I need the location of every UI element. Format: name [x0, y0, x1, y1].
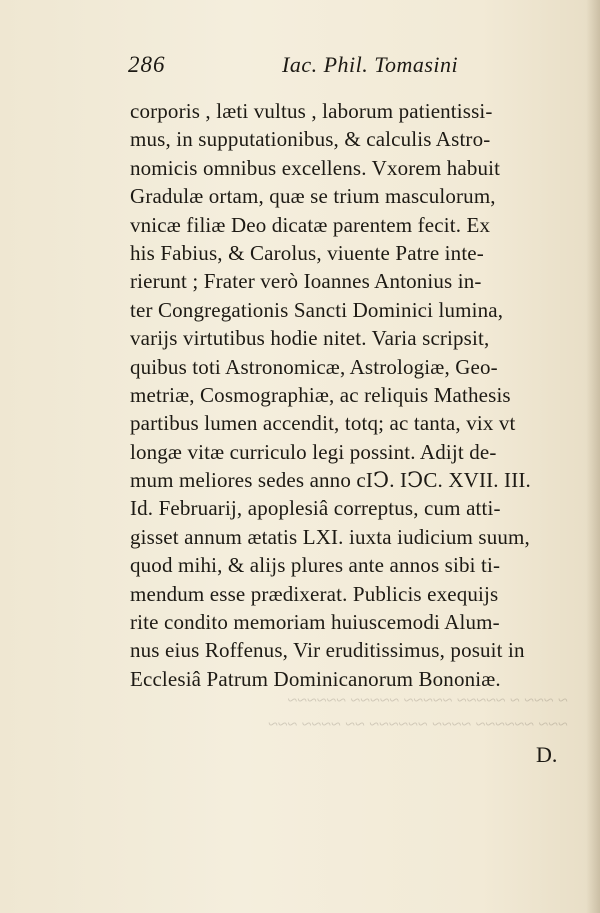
text-line: nomicis omnibus excellens. Vxorem habuit	[130, 155, 501, 180]
text-line: varijs virtutibus hodie nitet. Varia scripsit,	[130, 326, 490, 351]
text-line: nus eius Roffenus, Vir eruditissimus, posuit in	[130, 638, 525, 663]
text-line: rierunt ; Frater verò Ioannes Antonius in-	[130, 269, 482, 294]
running-head: Iac. Phil. Tomasini	[282, 52, 459, 77]
text-line: ter Congregationis Sancti Dominici lumina,	[130, 297, 504, 322]
text-line: Ecclesiâ Patrum Dominicanorum Bononiæ.	[130, 666, 501, 691]
text-line: Gradulæ ortam, quæ se trium masculorum,	[130, 184, 496, 209]
text-line: vnicæ filiæ Deo dicatæ parentem fecit. Ex	[130, 212, 491, 237]
page-edge-shadow	[586, 0, 600, 913]
body-text	[130, 97, 568, 693]
text-line: Id. Februarij, apoplesiâ correptus, cum atti-	[130, 496, 501, 521]
page-header	[126, 52, 566, 86]
text-line: quibus toti Astronomicæ, Astrologiæ, Geo-	[130, 354, 498, 379]
text-line: mus, in supputationibus, & calculis Astro-	[130, 127, 491, 152]
text-line: partibus lumen accendit, totq; ac tanta, vix vt	[130, 411, 516, 436]
page-number: 286	[128, 52, 166, 77]
bleed-through-text: ~ ~~~ ~ ~~~~~ ~~~~~ ~~~~~ ~~~~~~ ~~~ ~~~~~~ ~~~~ ~~~~~~ ~~ ~~~~ ~~~	[268, 690, 568, 734]
text-line: gisset annum ætatis LXI. iuxta iudicium suum,	[130, 524, 530, 549]
text-line: longæ vitæ curriculo legi possint. Adijt de-	[130, 439, 497, 464]
text-line: quod mihi, & alijs plures ante annos sibi ti-	[130, 553, 501, 578]
text-line: corporis , læti vultus , laborum patientissi-	[130, 99, 493, 123]
catchword: D.	[536, 742, 558, 767]
text-line: his Fabius, & Carolus, viuente Patre inte-	[130, 240, 484, 265]
text-line: mendum esse prædixerat. Publicis exequijs	[130, 581, 499, 606]
text-line: rite condito memoriam huiuscemodi Alum-	[130, 610, 500, 635]
text-line: metriæ, Cosmographiæ, ac reliquis Mathesis	[130, 382, 511, 407]
text-line: mum meliores sedes anno cIↃ. IↃC. XVII. III.	[130, 468, 531, 493]
